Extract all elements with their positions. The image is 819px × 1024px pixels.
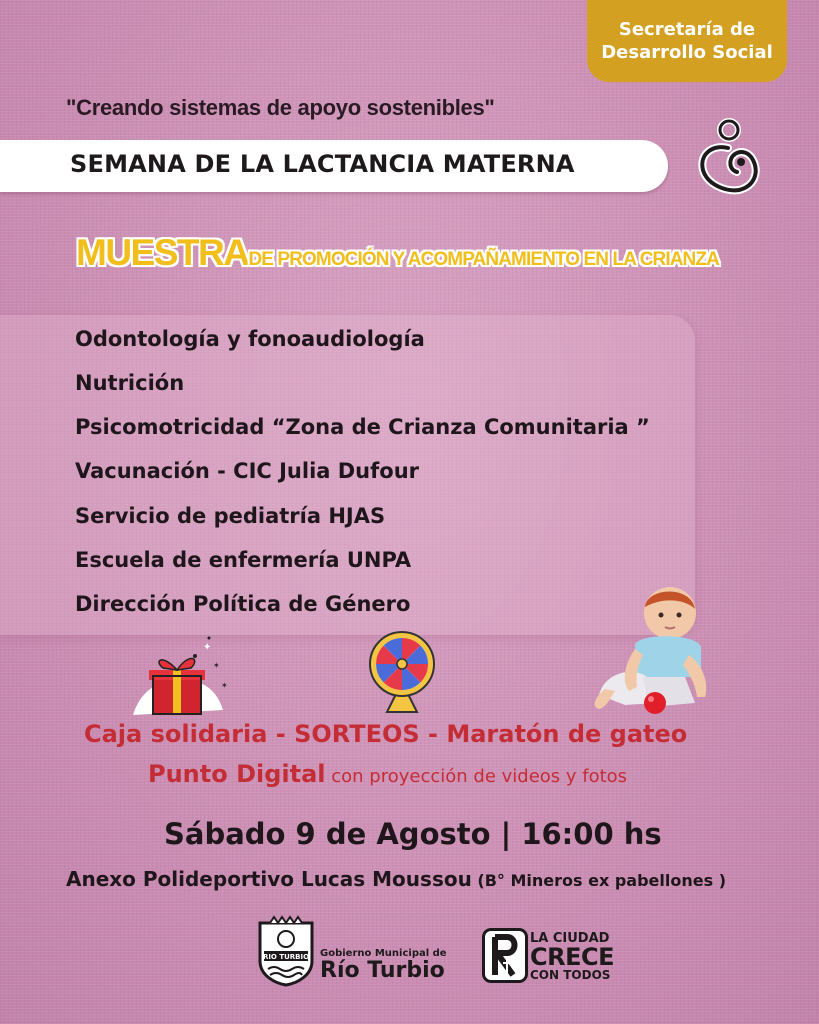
shield-label: RIO TURBIO [262,953,310,961]
service-item: Escuela de enfermería UNPA [75,548,412,572]
digital-line [148,760,627,788]
activities-line: Caja solidaria - SORTEOS - Maratón de gateo [84,720,688,748]
digital-main: Punto Digital [148,760,326,788]
muestra-heading [76,232,719,274]
service-item: Servicio de pediatría HJAS [75,504,386,528]
gov-line-1: Gobierno Municipal de [320,948,447,959]
service-item: Dirección Política de Género [75,592,411,616]
crece-logo-icon [482,928,528,983]
badge-line-2: Desarrollo Social [601,42,773,63]
baby-photo [585,585,715,725]
service-item: Psicomotricidad “Zona de Crianza Comunitaria ” [75,415,650,439]
prize-wheel-icon [365,630,440,715]
event-date: Sábado 9 de Agosto | 16:00 hs [164,817,662,851]
mother-baby-icon [695,118,761,198]
place-name: Anexo Polideportivo Lucas Moussou [66,867,472,891]
page-title: SEMANA DE LA LACTANCIA MATERNA [70,150,575,178]
crece-logo-text [530,932,614,981]
rio-turbio-shield-icon [256,915,316,987]
crece-line-1: LA CIUDAD [530,931,610,946]
crece-r-icon [485,931,525,980]
svg-text:✦: ✦ [203,642,212,653]
muestra-big: MUESTRA [76,232,249,273]
badge-line-1: Secretaría de [618,19,756,40]
muestra-small: DE PROMOCIÓN Y ACOMPAÑAMIENTO EN LA CRIANZA [248,249,719,270]
service-item: Nutrición [75,371,185,395]
event-place [66,867,726,891]
service-item: Vacunación - CIC Julia Dufour [75,459,419,483]
crece-line-2: CRECE [530,943,614,971]
gov-line-2: Río Turbio [320,958,445,983]
gift-icon [133,630,233,720]
service-item: Odontología y fonoaudiología [75,327,425,351]
gov-logo-text [320,948,447,983]
place-note: (B° Mineros ex pabellones ) [471,871,727,890]
svg-text:✶: ✶ [213,661,220,670]
crece-line-3: CON TODOS [530,968,611,982]
secretaria-badge [587,0,787,82]
svg-text:✶: ✶ [221,681,228,690]
digital-rest: con proyección de videos y fotos [325,766,628,787]
slogan: "Creando sistemas de apoyo sostenibles" [66,95,495,120]
